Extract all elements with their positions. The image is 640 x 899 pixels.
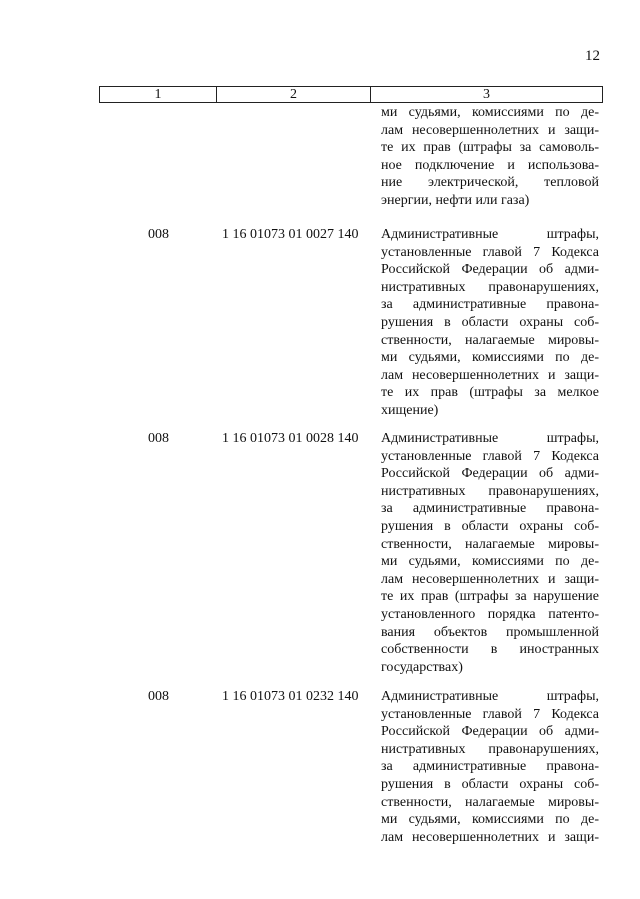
- row-description: [381, 688, 599, 846]
- description-line: лам несовершеннолетних и защи-: [381, 829, 599, 845]
- description-line: рушения в области охраны соб-: [381, 518, 599, 534]
- page-number: 12: [585, 48, 600, 64]
- description-line: ми судьями, комиссиями по де-: [381, 554, 599, 570]
- description-line: установленные главой 7 Кодекса: [381, 448, 599, 464]
- description-line: за административные правона-: [381, 297, 599, 313]
- row-description: [381, 104, 599, 210]
- description-line: лам несовершеннолетних и защи-: [381, 122, 599, 138]
- description-line: те их прав (штрафы за самоволь-: [381, 140, 599, 156]
- description-line: ми судьями, комиссиями по де-: [381, 105, 599, 120]
- row-description: [381, 430, 599, 676]
- description-line: за административные правона-: [381, 501, 599, 517]
- description-line: рушения в области охраны соб-: [381, 314, 599, 330]
- budget-classification-code: 1 16 01073 01 0027 140: [222, 227, 359, 242]
- description-line: Административные штрафы,: [381, 431, 599, 446]
- description-line: нистративных правонарушениях,: [381, 741, 599, 757]
- budget-classification-code: 1 16 01073 01 0028 140: [222, 431, 359, 446]
- admin-code: 008: [148, 227, 169, 242]
- description-line: установленного порядка патенто-: [381, 606, 599, 622]
- description-line: установленные главой 7 Кодекса: [381, 244, 599, 260]
- column-number-2: 2: [217, 87, 371, 102]
- description-line: Российской Федерации об адми-: [381, 724, 599, 740]
- description-line: государствах): [381, 659, 463, 675]
- description-line: нистративных правонарушениях,: [381, 279, 599, 295]
- column-number-1: 1: [100, 87, 217, 102]
- description-line: те их прав (штрафы за мелкое: [381, 385, 599, 401]
- description-line: ние электрической, тепловой: [381, 175, 599, 191]
- row-description: [381, 226, 599, 420]
- description-line: ми судьями, комиссиями по де-: [381, 812, 599, 828]
- description-line: Российской Федерации об адми-: [381, 466, 599, 482]
- description-line: ми судьями, комиссиями по де-: [381, 350, 599, 366]
- description-line: Административные штрафы,: [381, 689, 599, 704]
- description-line: за административные правона-: [381, 759, 599, 775]
- description-line: те их прав (штрафы за нарушение: [381, 589, 599, 605]
- description-line: ственности, налагаемые мировы-: [381, 536, 599, 552]
- admin-code: 008: [148, 689, 169, 704]
- description-line: Административные штрафы,: [381, 227, 599, 242]
- table-column-header: [99, 86, 603, 103]
- budget-classification-code: 1 16 01073 01 0232 140: [222, 689, 359, 704]
- column-number-3: 3: [483, 87, 490, 102]
- description-line: установленные главой 7 Кодекса: [381, 706, 599, 722]
- description-line: ственности, налагаемые мировы-: [381, 794, 599, 810]
- description-line: лам несовершеннолетних и защи-: [381, 571, 599, 587]
- description-line: нистративных правонарушениях,: [381, 483, 599, 499]
- description-line: энергии, нефти или газа): [381, 192, 530, 208]
- description-line: собственности в иностранных: [381, 642, 599, 658]
- description-line: рушения в области охраны соб-: [381, 776, 599, 792]
- description-line: лам несовершеннолетних и защи-: [381, 367, 599, 383]
- admin-code: 008: [148, 431, 169, 446]
- description-line: ное подключение и использова-: [381, 157, 599, 173]
- description-line: вания объектов промышленной: [381, 624, 599, 640]
- description-line: хищение): [381, 402, 439, 418]
- description-line: Российской Федерации об адми-: [381, 262, 599, 278]
- description-line: ственности, налагаемые мировы-: [381, 332, 599, 348]
